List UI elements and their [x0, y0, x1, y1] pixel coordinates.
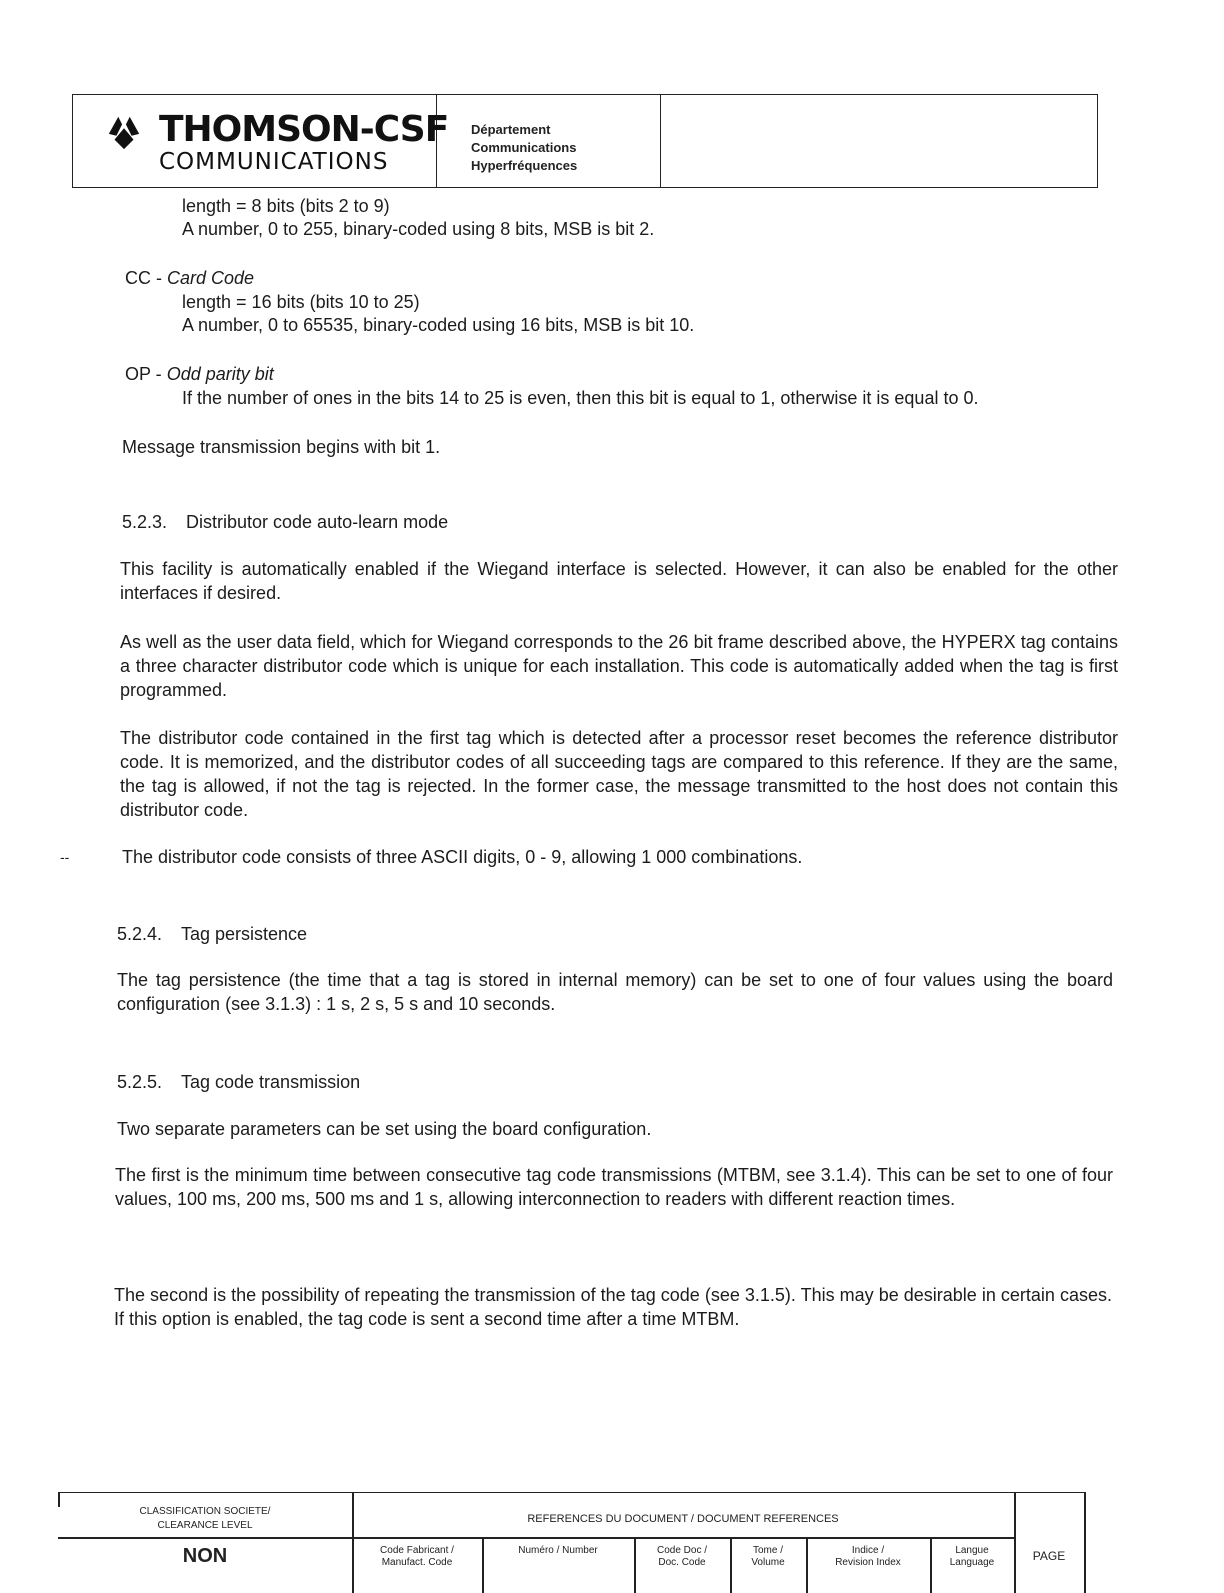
op-name: Odd parity bit — [166, 364, 274, 384]
paragraph: The distributor code contained in the first tag which is detected after a processor reset becomes the reference distributor code. It is memorized, and the distributor codes of all succeeding tags are compared to this reference. If they are the same, the tag is allowed, if not the tag is rejected. In the former case, the message transmitted to the host does not contain this distributor code. — [120, 728, 1118, 820]
op-term — [125, 362, 274, 386]
cc-abbr: CC - — [125, 268, 167, 288]
dc-description: A number, 0 to 255, binary-coded using 8 bits, MSB is bit 2. — [182, 219, 655, 239]
references-label: REFERENCES DU DOCUMENT / DOCUMENT REFERENCES — [527, 1513, 839, 1525]
margin-mark: -- — [60, 849, 70, 865]
paragraph: This facility is automatically enabled if the Wiegand interface is selected. However, it can also be enabled for the other interfaces if desired. — [120, 559, 1118, 603]
paragraph: The second is the possibility of repeating the transmission of the tag code (see 3.1.5). This may be desirable in certain cases. If this option is enabled, the tag code is sent a second time after a time MTBM. — [114, 1285, 1112, 1329]
cc-name: Card Code — [167, 268, 255, 288]
section-title: Tag code transmission — [181, 1072, 361, 1092]
ref-col-manufact-code: Code Fabricant / Manufact. Code — [380, 1545, 454, 1568]
section-5-2-4-heading — [117, 922, 307, 946]
section-5-2-5-heading — [117, 1070, 360, 1094]
document-header — [72, 94, 1098, 188]
cc-length: length = 16 bits (bits 10 to 25) — [182, 292, 420, 312]
message-begin: Message transmission begins with bit 1. — [122, 437, 441, 457]
paragraph: As well as the user data field, which for Wiegand corresponds to the 26 bit frame described above, the HYPERX tag contains a three character distributor code which is unique for each installation. This code is automatically added when the tag is first programmed. — [120, 632, 1118, 700]
paragraph: The tag persistence (the time that a tag is stored in internal memory) can be set to one of four values using the board configuration (see 3.1.3) : 1 s, 2 s, 5 s and 10 seconds. — [117, 970, 1113, 1014]
ref-col-revision-index: Indice / Revision Index — [835, 1545, 901, 1568]
section-title: Tag persistence — [181, 924, 308, 944]
company-division: COMMUNICATIONS — [159, 149, 389, 175]
department-line: Hyperfréquences — [471, 158, 578, 173]
department-line: Communications — [471, 140, 577, 155]
dc-length: length = 8 bits (bits 2 to 9) — [182, 196, 390, 216]
ref-col-volume: Tome / Volume — [751, 1545, 785, 1568]
department-line: Département — [471, 122, 551, 137]
section-number: 5.2.3. — [122, 512, 168, 532]
department-cell — [437, 95, 661, 187]
cc-description: A number, 0 to 65535, binary-coded using 16 bits, MSB is bit 10. — [182, 315, 695, 335]
paragraph: The first is the minimum time between consecutive tag code transmissions (MTBM, see 3.1.4). This can be set to one of four values, 100 ms, 200 ms, 500 ms and 1 s, allowing interconnection to readers with different reaction times. — [115, 1165, 1113, 1209]
op-abbr: OP - — [125, 364, 167, 384]
paragraph: Two separate parameters can be set using the board configuration. — [117, 1119, 652, 1139]
classification-label: CLASSIFICATION SOCIETE/ CLEARANCE LEVEL — [139, 1506, 271, 1531]
company-logo-cell — [73, 95, 449, 187]
section-number: 5.2.4. — [117, 924, 163, 944]
thomson-logo-icon — [105, 113, 143, 151]
header-blank-cell — [661, 95, 1097, 187]
section-number: 5.2.5. — [117, 1072, 163, 1092]
section-title: Distributor code auto-learn mode — [186, 512, 449, 532]
section-5-2-3-heading — [122, 510, 448, 534]
page-label: PAGE — [1032, 1549, 1066, 1563]
ref-col-language: Langue Language — [949, 1545, 995, 1568]
ref-col-doc-code: Code Doc / Doc. Code — [656, 1545, 708, 1568]
document-footer-table — [58, 1492, 1086, 1592]
cc-term — [125, 266, 254, 290]
classification-value: NON — [182, 1545, 228, 1567]
company-name: THOMSON-CSF — [159, 109, 449, 150]
paragraph: The distributor code consists of three ASCII digits, 0 - 9, allowing 1 000 combinations. — [122, 847, 803, 867]
ref-col-number: Numéro / Number — [518, 1545, 598, 1556]
op-description: If the number of ones in the bits 14 to 25 is even, then this bit is equal to 1, otherwise it is equal to 0. — [182, 388, 979, 408]
